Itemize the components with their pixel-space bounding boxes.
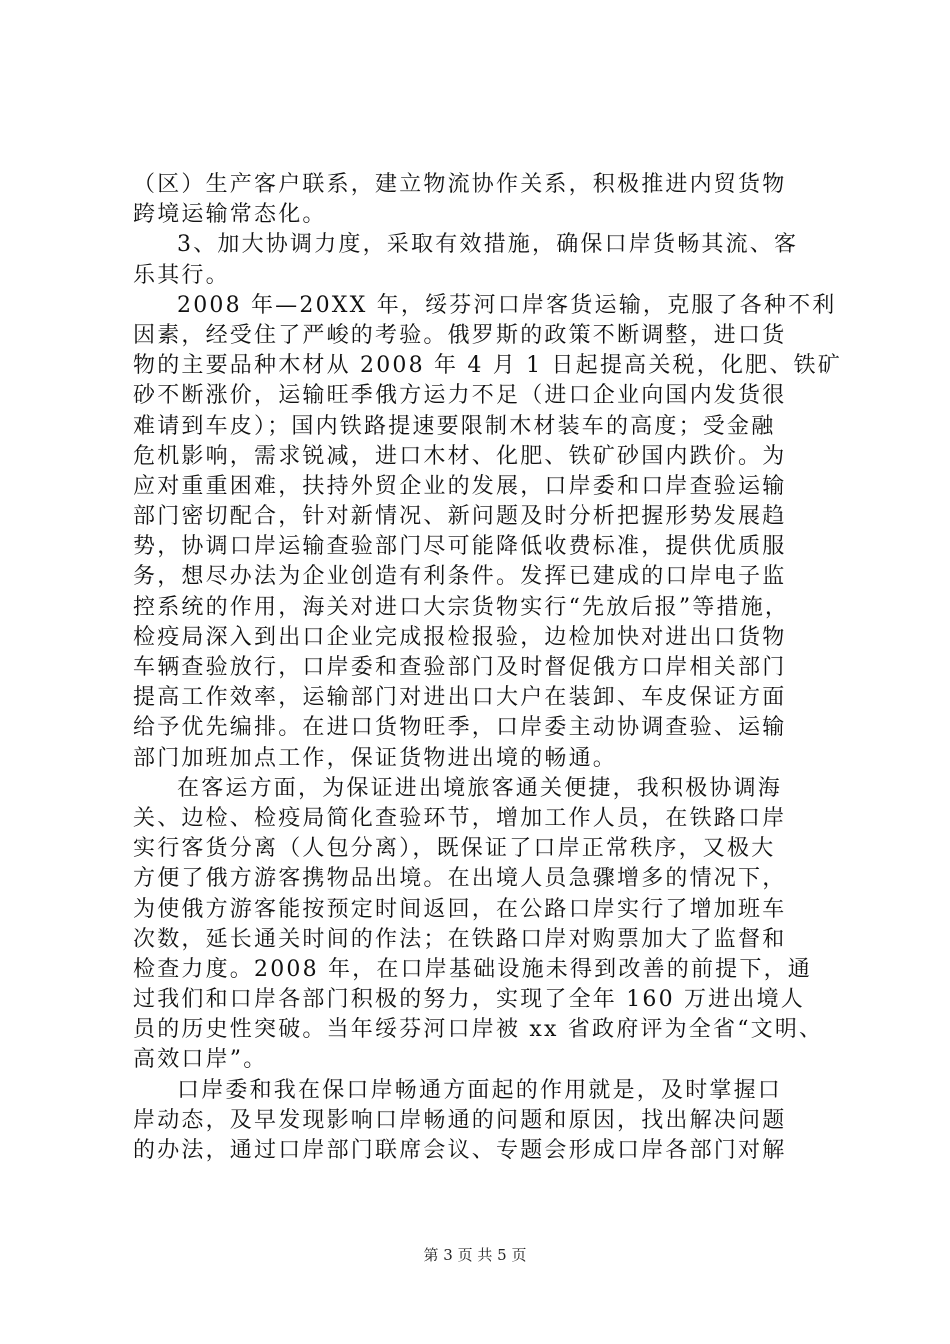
text-line: 次数，延长通关时间的作法；在铁路口岸对购票加大了监督和 xyxy=(133,926,787,952)
text-line: 为使俄方游客能按预定时间返回，在公路口岸实行了增加班车 xyxy=(133,896,787,922)
text-line: 物的主要品种木材从 2008 年 4 月 1 日起提高关税，化肥、铁矿 xyxy=(133,353,842,379)
text-line: 岸动态，及早发现影响口岸畅通的问题和原因，找出解决问题 xyxy=(133,1107,787,1133)
document-body xyxy=(133,170,842,1166)
text-line: 应对重重困难，扶持外贸企业的发展，口岸委和口岸查验运输 xyxy=(133,473,787,499)
text-line: 实行客货分离（人包分离），既保证了口岸正常秩序，又极大 xyxy=(133,836,776,862)
text-line: 检查力度。2008 年，在口岸基础设施未得到改善的前提下，通 xyxy=(133,956,812,982)
text-line: 难请到车皮）；国内铁路提速要限制木材装车的高度；受金融 xyxy=(133,413,776,439)
text-line: 过我们和口岸各部门积极的努力，实现了全年 160 万进出境人 xyxy=(133,987,805,1013)
text-line: 方便了俄方游客携物品出境。在出境人员急骤增多的情况下， xyxy=(133,866,787,892)
page-footer: 第 3 页 共 5 页 xyxy=(423,1246,527,1264)
text-line: 乐其行。 xyxy=(133,262,230,288)
text-line: 部门密切配合，针对新情况、新问题及时分析把握形势发展趋 xyxy=(133,504,787,530)
text-line: 务，想尽办法为企业创造有利条件。发挥已建成的口岸电子监 xyxy=(133,564,787,590)
text-line: 因素，经受住了严峻的考验。俄罗斯的政策不断调整，进口货 xyxy=(133,322,787,348)
text-line: 关、边检、检疫局简化查验环节，增加工作人员，在铁路口岸 xyxy=(133,805,787,831)
text-line: 部门加班加点工作，保证货物进出境的畅通。 xyxy=(133,745,618,771)
text-line: 跨境运输常态化。 xyxy=(133,202,327,228)
text-line: 给予优先编排。在进口货物旺季，口岸委主动协调查验、运输 xyxy=(133,715,787,741)
text-line: 检疫局深入到出口企业完成报检报验，边检加快对进出口货物 xyxy=(133,624,787,650)
paragraph-start-line: 口岸委和我在保口岸畅通方面起的作用就是，及时掌握口 xyxy=(177,1077,783,1103)
text-line: （区）生产客户联系，建立物流协作关系，积极推进内贸货物 xyxy=(133,172,787,197)
text-line: 危机影响，需求锐减，进口木材、化肥、铁矿砂国内跌价。为 xyxy=(133,443,787,469)
text-line: 控系统的作用，海关对进口大宗货物实行“先放后报”等措施， xyxy=(133,594,790,620)
text-line: 提高工作效率，运输部门对进出口大户在装卸、车皮保证方面 xyxy=(133,685,787,711)
paragraph-start-line: 3、加大协调力度，采取有效措施，确保口岸货畅其流、客 xyxy=(177,232,799,258)
paragraph-start-line: 在客运方面，为保证进出境旅客通关便捷，我积极协调海 xyxy=(177,775,783,801)
text-line: 员的历史性突破。当年绥芬河口岸被 xx 省政府评为全省“文明、 xyxy=(133,1017,824,1043)
text-line: 势，协调口岸运输查验部门尽可能降低收费标准，提供优质服 xyxy=(133,534,787,560)
text-line: 车辆查验放行，口岸委和查验部门及时督促俄方口岸相关部门 xyxy=(133,655,787,680)
paragraph-start-line: 2008 年—20XX 年，绥芬河口岸客货运输，克服了各种不利 xyxy=(177,292,837,318)
text-line: 砂不断涨价，运输旺季俄方运力不足（进口企业向国内发货很 xyxy=(133,383,787,409)
text-line: 高效口岸”。 xyxy=(133,1047,268,1073)
text-line: 的办法，通过口岸部门联席会议、专题会形成口岸各部门对解 xyxy=(133,1138,787,1163)
